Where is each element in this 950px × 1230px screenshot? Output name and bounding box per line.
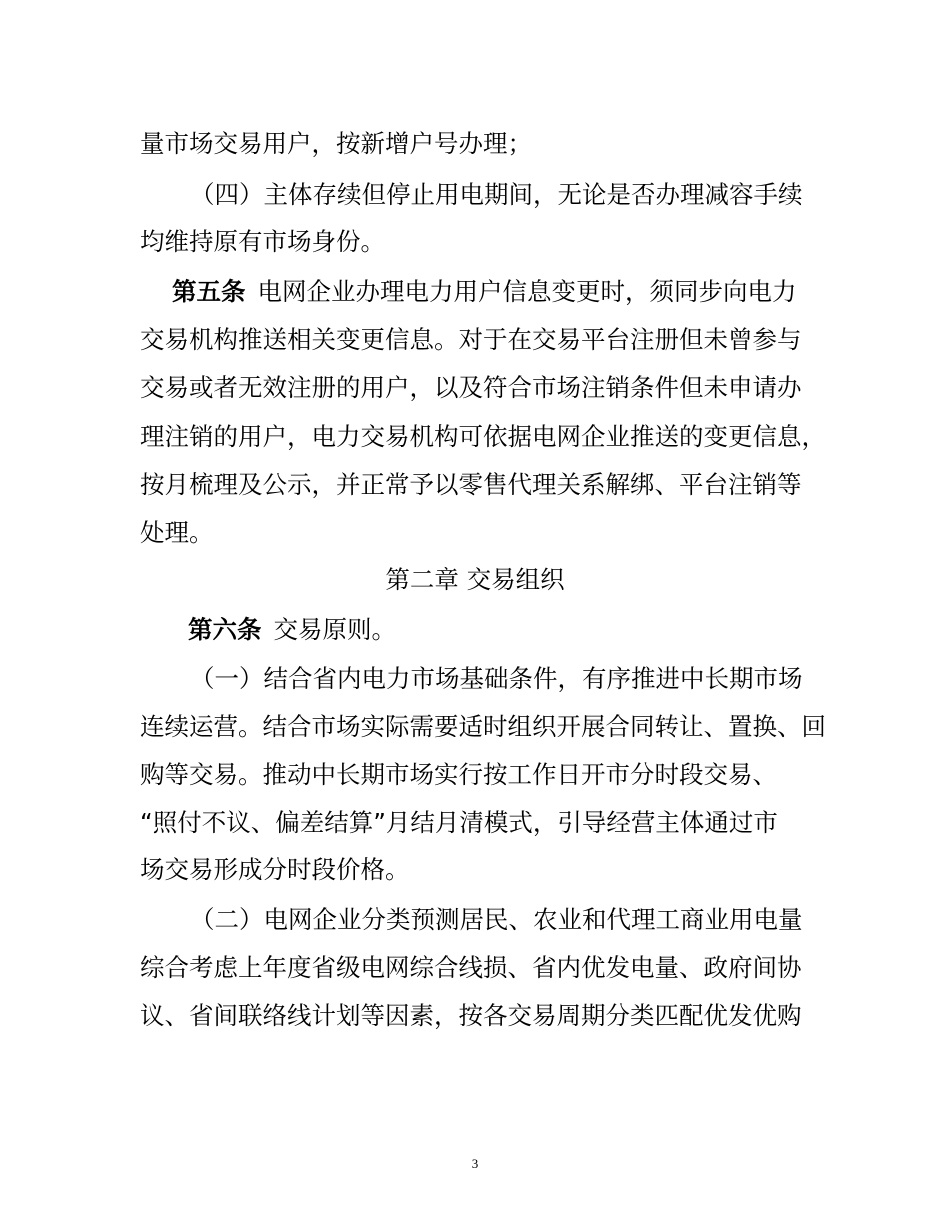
paragraph-line: 综合考虑上年度省级电网综合线损、省内优发电量、政府间协 — [140, 953, 802, 982]
paragraph-line: 处理。 — [140, 518, 214, 547]
article-6-first-line — [188, 614, 396, 646]
paragraph-line: 交易机构推送相关变更信息。对于在交易平台注册但未曾参与 — [140, 325, 802, 354]
paragraph-line: 按月梳理及公示，并正常予以零售代理关系解绑、平台注销等 — [140, 470, 802, 499]
paragraph-text: 交易原则。 — [273, 615, 396, 644]
page-number: 3 — [471, 1156, 479, 1171]
paragraph-line: 交易或者无效注册的用户，以及符合市场注销条件但未申请办 — [140, 373, 802, 402]
paragraph-line: 均维持原有市场身份。 — [140, 227, 385, 256]
paragraph-line: “照付不议、偏差结算”月结月清模式，引导经营主体通过市 — [140, 808, 778, 837]
paragraph-line: 购等交易。推动中长期市场实行按工作日开市分时段交易、 — [140, 760, 777, 789]
paragraph-line: （二）电网企业分类预测居民、农业和代理工商业用电量 — [190, 905, 803, 934]
article-5-label: 第五条 — [172, 277, 246, 306]
paragraph-line: 连续运营。结合市场实际需要适时组织开展合同转让、置换、回 — [140, 712, 826, 741]
paragraph-line: 量市场交易用户，按新增户号办理； — [140, 129, 532, 158]
paragraph-line: （四）主体存续但停止用电期间，无论是否办理减容手续 — [190, 180, 803, 209]
chapter-heading: 第二章 交易组织 — [385, 565, 565, 594]
paragraph-text: 电网企业办理电力用户信息变更时，须同步向电力 — [257, 277, 797, 306]
article-6-label: 第六条 — [188, 615, 262, 644]
paragraph-line: 理注销的用户，电力交易机构可依据电网企业推送的变更信息， — [140, 422, 826, 451]
paragraph-line: 场交易形成分时段价格。 — [140, 855, 410, 884]
paragraph-line: 议、省间联络线计划等因素，按各交易周期分类匹配优发优购 — [140, 1001, 802, 1030]
paragraph-line: （一）结合省内电力市场基础条件，有序推进中长期市场 — [190, 664, 803, 693]
article-5-first-line — [172, 276, 797, 308]
